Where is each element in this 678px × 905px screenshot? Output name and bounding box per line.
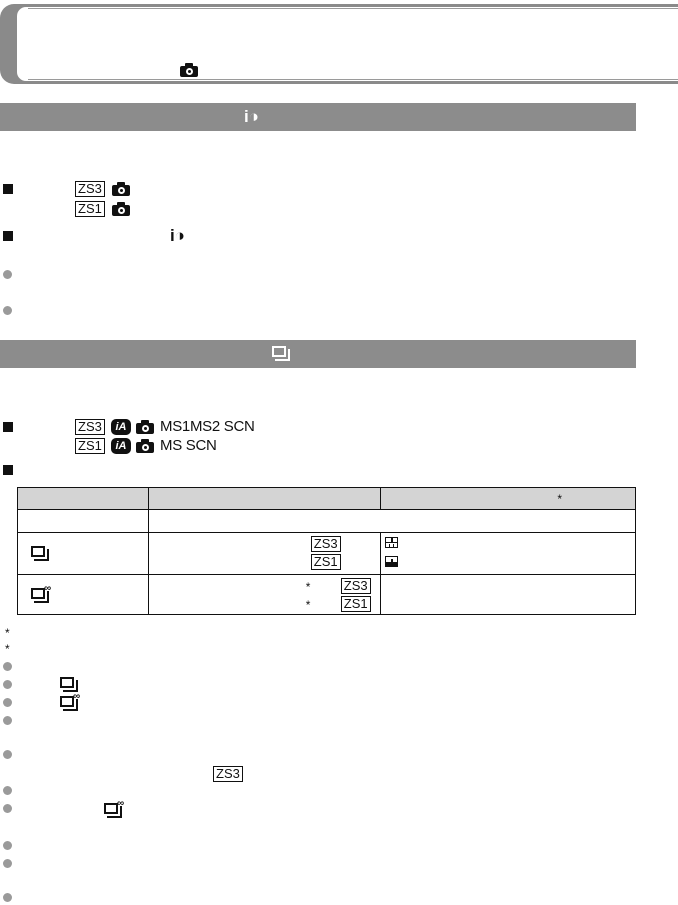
table-cell	[18, 533, 149, 575]
table-header-cell	[148, 488, 381, 510]
page-header-inner	[28, 8, 678, 80]
intelligent-exposure-icon: i◑	[170, 226, 185, 245]
model-badge-zs1: ZS1	[341, 596, 371, 612]
footnote-asterisk: *	[5, 626, 10, 640]
model-badge-zs3: ZS3	[75, 419, 105, 435]
square-bullet	[3, 231, 13, 241]
asterisk-mark: *	[305, 598, 311, 612]
model-badge-zs3: ZS3	[75, 181, 105, 197]
square-bullet	[3, 465, 13, 475]
dot-bullet	[3, 680, 12, 689]
intelligent-exposure-icon: i◑	[244, 107, 259, 126]
model-badge-zs1: ZS1	[75, 438, 105, 454]
table-cell	[381, 533, 636, 575]
dot-bullet	[3, 804, 12, 813]
dot-bullet	[3, 841, 12, 850]
table-header-cell	[18, 488, 149, 510]
table-row	[18, 533, 636, 575]
intelligent-auto-icon: iA	[111, 419, 131, 435]
burst-infinity-icon: ∞	[104, 803, 124, 819]
dot-bullet	[3, 662, 12, 671]
camera-icon	[180, 63, 198, 77]
model-badge-zs3: ZS3	[213, 766, 243, 782]
square-bullet	[3, 184, 13, 194]
model-badge-zs3: ZS3	[341, 578, 371, 594]
mode-list-zs3: MS1MS2 SCN	[160, 418, 255, 435]
mode-list-zs1: MS SCN	[160, 437, 217, 454]
section-bar-burst	[0, 340, 636, 368]
table-row	[18, 575, 636, 615]
burst-infinity-icon: ∞	[31, 588, 51, 604]
dot-bullet	[3, 270, 12, 279]
dot-bullet	[3, 716, 12, 725]
table-cell	[18, 575, 149, 615]
camera-icon	[112, 202, 130, 216]
dot-bullet	[3, 859, 12, 868]
table-cell	[18, 510, 149, 533]
footnote-asterisk: *	[5, 642, 10, 656]
section-bar-intelligent-exposure	[0, 103, 636, 131]
dot-bullet	[3, 893, 12, 902]
camera-icon	[112, 182, 130, 196]
table-header-row	[18, 488, 636, 510]
dot-bullet	[3, 306, 12, 315]
asterisk-mark: *	[557, 492, 563, 506]
model-badge-zs1: ZS1	[311, 554, 341, 570]
dot-bullet	[3, 786, 12, 795]
burst-icon	[272, 346, 292, 362]
burst-settings-table	[17, 487, 636, 615]
burst-infinity-icon: ∞	[60, 696, 80, 712]
table-row	[18, 510, 636, 533]
high-speed-icon	[385, 537, 398, 548]
low-speed-icon	[385, 556, 398, 567]
camera-icon	[136, 439, 154, 453]
asterisk-mark: *	[305, 580, 311, 594]
burst-icon	[31, 546, 51, 562]
model-badge-zs3: ZS3	[311, 536, 341, 552]
table-cell	[148, 510, 635, 533]
model-badge-zs1: ZS1	[75, 201, 105, 217]
camera-icon	[136, 420, 154, 434]
dot-bullet	[3, 698, 12, 707]
table-cell	[381, 575, 636, 615]
intelligent-auto-icon: iA	[111, 438, 131, 454]
table-cell	[148, 575, 381, 615]
dot-bullet	[3, 750, 12, 759]
table-header-cell	[381, 488, 636, 510]
table-cell	[148, 533, 381, 575]
square-bullet	[3, 422, 13, 432]
